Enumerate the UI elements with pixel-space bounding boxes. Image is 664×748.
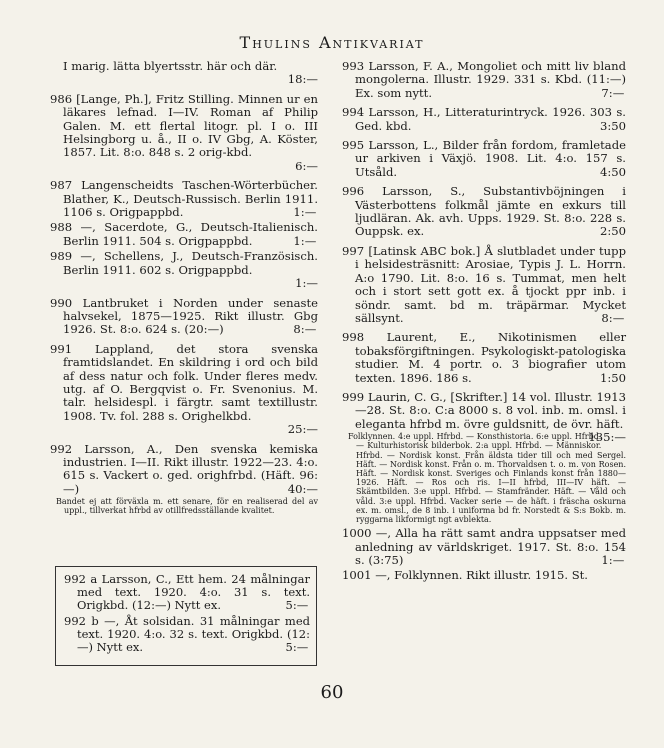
entry-text: I marig. lätta blyertsstr. här och där. — [63, 59, 278, 73]
page-header: Thulins Antikvariat — [239, 33, 425, 52]
catalog-entry-995 — [342, 139, 626, 179]
catalog-entry-998 — [342, 331, 626, 385]
catalog-entry-992a — [64, 573, 310, 613]
entry-text: 992 a Larsson, C., Ett hem. 24 målningar med text. 1920. 4:o. 31 s. text. Origkbd. (12:—) Nytt ex. — [64, 572, 310, 613]
entry-note: Bandet ej att förväxla m. ett senare, för en realiserad del av uppl., tillverkat hfrbd av otillfredsställande kvalitet. — [56, 497, 318, 516]
catalog-entry-988 — [50, 221, 318, 248]
catalog-entry-996 — [342, 185, 626, 239]
entry-text: 988 —, Sacerdote, G., Deutsch-Italienisch. Berlin 1911. 504 s. Origpappbd. — [50, 220, 318, 248]
entry-price: 5:— — [285, 598, 309, 613]
boxed-offer — [55, 566, 317, 666]
entry-price: 135:— — [588, 430, 626, 445]
entry-text: 994 Larsson, H., Litteraturintryck. 1926. 303 s. Ged. kbd. — [342, 105, 626, 133]
entry-text: 995 Larsson, L., Bilder från fordom, framletade ur arkiven i Växjö. 1908. Lit. 4:o. 157 s. Utsåld. — [342, 138, 626, 179]
entry-price: 1:— — [295, 276, 318, 291]
entry-price: 8:— — [293, 322, 317, 337]
catalog-entry-1001 — [342, 569, 626, 582]
entry-text: 996 Larsson, S., Substantivböjningen i Västerbottens folkmål jämte en exkurs till ljudläran. Ak. avh. Upps. 1929. St. 8:o. 228 s. Ouppsk. ex. — [342, 184, 626, 239]
catalog-entry-994 — [342, 106, 626, 133]
entry-price: 1:— — [293, 233, 317, 248]
catalog-entry-993 — [342, 60, 626, 100]
entry-text: 993 Larsson, F. A., Mongoliet och mitt liv bland mongolerna. Illustr. 1929. 331 s. Kbd. (11:—) Ex. som nytt. — [342, 59, 626, 100]
entry-price: 4:50 — [599, 164, 626, 179]
catalog-entry-992 — [50, 443, 318, 497]
entry-price: 1:— — [601, 553, 625, 567]
entry-text: 986 [Lange, Ph.], Fritz Stilling. Minnen ur en läkares lefnad. I—IV. Roman af Philip Galen. M. ett flertal litogr. pl. I o. III Helsingborg u. å., II o. IV Gbg, A. Köster, 1857. Lit. 8:o. 848 s. 2 orig-kbd. — [50, 91, 318, 160]
catalog-entry-990 — [50, 297, 318, 337]
entry-text: 987 Langenscheidts Taschen-Wörterbücher. Blather, K., Deutsch-Russisch. Berlin 1911. 1106 s. Origpappbd. — [50, 178, 318, 220]
left-column — [50, 60, 318, 519]
entry-text: 991 Lappland, det stora svenska framtidslandet. En skildring i ord och bild af dess natur och folk. Under fleres medv. utg. af O. Bergqvist o. Fr. Svenonius. M. talr. helsidespl. i färgtr. samt textillustr. 1908. Tv. fol. 288 s. Orighelkbd. — [50, 341, 318, 423]
catalog-entry-992b — [64, 615, 310, 655]
entry-text: 997 [Latinsk ABC bok.] Å slutbladet under tupp i helsidesträsnitt: Arosiae, Typis J. L. Horrn. A:o 1790. Lit. 8:o. 16 s. Tummat, men helt och i stort sett gott ex. å tjockt ppr inb. i söndr. samt. bd m. träpärmar. Mycket sällsynt. — [342, 243, 626, 325]
entry-price: 8:— — [601, 310, 625, 325]
entry-note: Folklynnen. 4:e uppl. Hfrbd. — Konsthistoria. 6:e uppl. Hfrbd. — Kulturhistorisk bilderbok. 2:a uppl. Hfrbd. — Människor. Hfrbd. — Nordisk konst. Från äldsta tider till och med Sergel. Häft. — Nordisk konst. Från o. m. Thorvaldsen t. o. m. von Rosen. Häft. — Nordisk konst. Sveriges och Finlands konst från 1880—1926. Häft. — Ros och ris. I—II hfrbd, III—IV häft. — Skämtbilden. 3:e uppl. Hfrbd. — Stamfränder. Häft. — Våld och våld. 3:e uppl. Hfrbd. Vacker serie — de häft. i fräscha oskurna ex. m. omsl., de 8 inb. i uniforma bd fr. Norstedt & S:s Bokb. m. ryggarna likformigt ngt avblekta. — [348, 432, 626, 524]
entry-price: 1:50 — [599, 370, 626, 385]
catalog-entry-continuation — [50, 60, 318, 87]
entry-text: 1000 —, Alla ha rätt samt andra uppsatser med anledning av världskriget. 1917. St. 8:o. 154 s. (3:75) — [342, 526, 626, 567]
entry-text: 1001 —, Folklynnen. Rikt illustr. 1915. St. — [342, 568, 588, 583]
entry-price: 1:— — [293, 205, 317, 220]
entry-price: 6:— — [295, 158, 318, 173]
entry-price: 25:— — [287, 422, 318, 437]
entry-text: 999 Laurin, C. G., [Skrifter.] 14 vol. Illustr. 1913—28. St. 8:o. C:a 8000 s. 8 vol. inb. m. omsl. i eleganta hfrbd m. övre guldsnitt, de övr. häft. — [342, 389, 626, 431]
catalog-entry-989 — [50, 250, 318, 290]
catalog-entry-991 — [50, 343, 318, 437]
entry-text: 990 Lantbruket i Norden under senaste halvsekel, 1875—1925. Rikt illustr. Gbg 1926. St. 8:o. 624 s. (20:—) — [50, 295, 318, 337]
entry-text: 998 Laurent, E., Nikotinismen eller tobaksförgiftningen. Psykologiskt-patologiska studier. M. 4 portr. o. 3 biografier utom texten. 1896. 186 s. — [342, 330, 626, 385]
entry-price: 7:— — [601, 85, 625, 100]
entry-text: 992 b —, Åt solsidan. 31 målningar med text. 1920. 4:o. 32 s. text. Origkbd. (12:—) Nytt ex. — [64, 613, 310, 655]
catalog-entry-986 — [50, 93, 318, 173]
catalog-entry-987 — [50, 179, 318, 219]
page-number: 60 — [320, 682, 344, 703]
entry-price: 18:— — [287, 72, 318, 87]
entry-price: 3:50 — [599, 118, 626, 133]
entry-price: 5:— — [285, 640, 309, 655]
catalog-entry-999 — [342, 389, 626, 445]
entry-price: 2:50 — [599, 224, 626, 239]
entry-text: 989 —, Schellens, J., Deutsch-Französisch. Berlin 1911. 602 s. Origpappbd. — [50, 249, 318, 277]
entry-text: 992 Larsson, A., Den svenska kemiska industrien. I—II. Rikt illustr. 1922—23. 4:o. 615 s. Vackert o. ged. orighfrbd. (Häft. 96:—) — [50, 441, 318, 496]
right-column — [342, 60, 626, 585]
catalog-entry-1000 — [342, 527, 626, 567]
entry-price: 40:— — [287, 481, 318, 496]
catalog-entry-997 — [342, 245, 626, 325]
